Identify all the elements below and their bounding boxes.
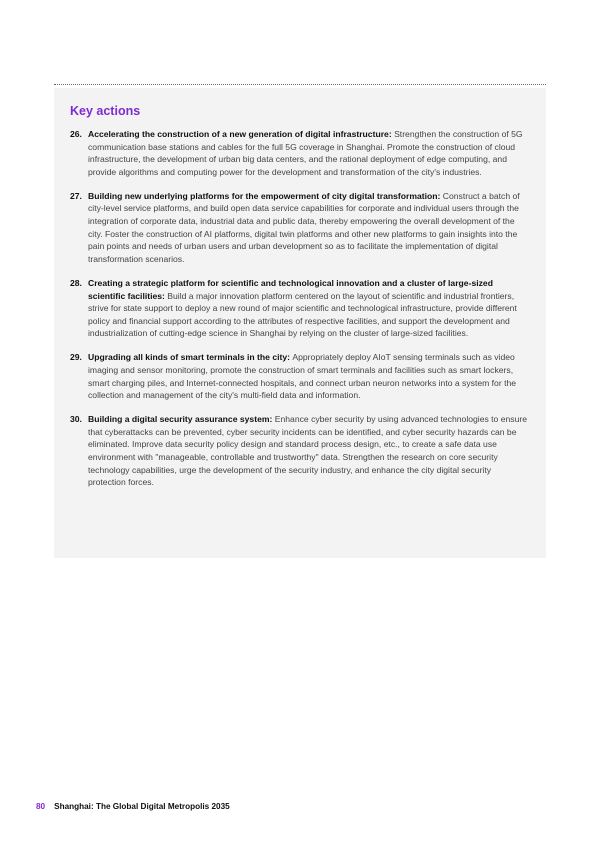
item-body: Enhance cyber security by using advanced technologies to ensure that cyberattacks can be prevented, cyber security incidents can be identified, and cyber security hazards can be eliminated. Improve data security policy design and standard process design, etc., to create a safe data use environment with "manageable, controllable and trustworthy" data. Strengthen the research on core security technology capabilities, urge the development of the security industry, and enhance the city digital security protection forces.	[88, 414, 527, 488]
item-title: Creating a strategic platform for scientific and technological innovation and a cluster of large-sized scientific facilities:	[88, 277, 493, 301]
list-item	[70, 190, 530, 266]
key-actions-list	[70, 128, 530, 500]
item-number: 29.	[70, 352, 82, 363]
item-number: 30.	[70, 414, 82, 425]
item-body: Strengthen the construction of 5G communication base stations and cables for the full 5G coverage in Shanghai. Promote the construction of cloud infrastructure, the development of urban big data centers, and the rational deployment of edge computing, and provide algorithms and computing power for the development and transformation of the city's industries.	[88, 129, 523, 177]
item-title: Building new underlying platforms for the empowerment of city digital transformation:	[88, 190, 443, 201]
section-heading: Key actions	[70, 104, 141, 118]
item-number: 27.	[70, 190, 82, 201]
document-title: Shanghai: The Global Digital Metropolis 2035	[54, 802, 230, 811]
item-number: 28.	[70, 277, 82, 288]
list-item	[70, 413, 530, 489]
item-body: Appropriately deploy AIoT sensing terminals such as video imaging and sensor monitoring, promote the construction of smart terminals and facilities such as smart lockers, smart charging piles, and Internet-connected hospitals, and connect urban neuron networks into a system for the collection and management of the city's multi-field data and information.	[88, 352, 517, 401]
item-title: Building a digital security assurance system:	[88, 414, 275, 425]
list-item	[70, 277, 530, 340]
item-number: 26.	[70, 129, 82, 139]
list-item	[70, 351, 530, 401]
page-number: 80	[36, 802, 46, 811]
dotted-divider	[54, 84, 546, 85]
page-footer	[36, 802, 230, 811]
item-title: Accelerating the construction of a new generation of digital infrastructure:	[88, 129, 395, 139]
list-item	[70, 128, 530, 178]
item-body: Build a major innovation platform centered on the layout of scientific and industrial frontiers, strive for state support to deploy a new round of major scientific and technological infrastructure, provide different policy and financial support according to the attributes of respective facilities, and support the development and industrialization of cutting-edge science in Shanghai by relying on the cluster of large-sized facilities.	[88, 290, 517, 339]
item-body: Construct a batch of city-level service platforms, and build open data service capabilities for corporate and individual users through the integration of corporate data, industrial data and public data, thereby empowering the overall development of the city. Foster the construction of AI platforms, digital twin platforms and other new platforms to gain insights into the pain points and needs of urban users and urban development so as to facilitate the implementation of digital transformation scenarios.	[88, 190, 520, 264]
item-title: Upgrading all kinds of smart terminals in the city:	[88, 352, 293, 363]
